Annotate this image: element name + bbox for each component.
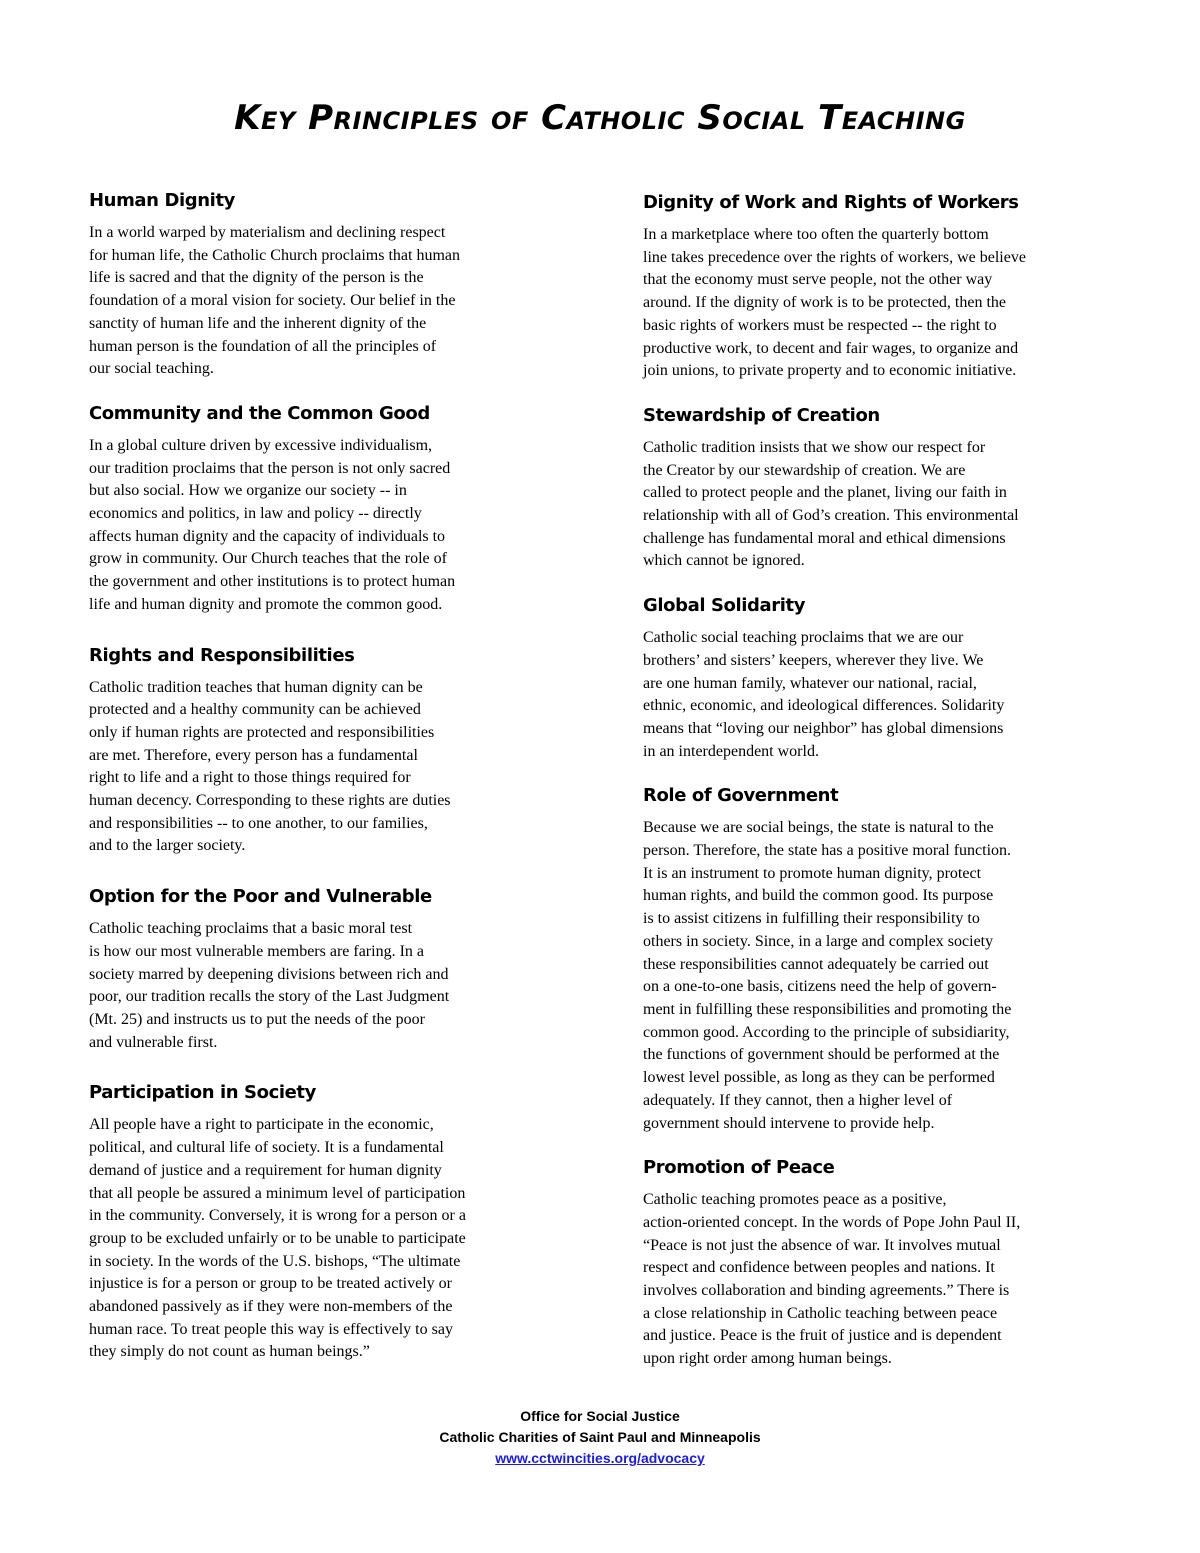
section-role-of-government <box>643 785 1121 1135</box>
section-body: Because we are social beings, the state is natural to the person. Therefore, the state has a positive moral function. It is an instrument to promote human dignity, protect human rights, and build the common good. Its purpose is to assist citizens in fulfilling their responsibility to others in society. Since, in a large and complex society these responsibilities cannot adequately be carried out on a one-to-one basis, citizens need the help of govern- ment in fulfilling these responsibilities and promoting the common good. According to the principle of subsidiarity, the functions of government should be performed at the lowest level possible, as long as they can be performed adequately. If they cannot, then a higher level of government should intervene to provide help. <box>643 819 1012 1132</box>
page-title: Key Principles of Catholic Social Teaching <box>234 98 966 138</box>
section-heading: Promotion of Peace <box>643 1157 835 1179</box>
section-heading: Option for the Poor and Vulnerable <box>89 886 432 908</box>
right-column <box>643 190 1121 1371</box>
section-community-common-good <box>89 403 559 617</box>
section-body: Catholic social teaching proclaims that we are our brothers’ and sisters’ keepers, wherever they live. We are one human family, whatever our national, racial, ethnic, economic, and ideological differences. Solidarity means that “loving our neighbor” has global dimensions in an interdependent world. <box>643 629 1005 760</box>
section-heading: Stewardship of Creation <box>643 404 880 426</box>
footer-organization: Catholic Charities of Saint Paul and Minneapolis <box>439 1429 761 1445</box>
section-dignity-of-work <box>643 192 1121 383</box>
left-column <box>89 190 559 1364</box>
section-human-dignity <box>89 190 559 381</box>
section-global-solidarity <box>643 595 1121 763</box>
section-heading: Role of Government <box>643 785 839 807</box>
section-body: In a world warped by materialism and declining respect for human life, the Catholic Church proclaims that human life is sacred and that the dignity of the person is the foundation of a moral vision for society. Our belief in the sanctity of human life and the inherent dignity of the human person is the foundation of all the principles of our social teaching. <box>89 224 461 378</box>
section-body: Catholic tradition teaches that human dignity can be protected and a healthy community can be achieved only if human rights are protected and responsibilities are met. Therefore, every person has a fundamental right to life and a right to those things required for human decency. Corresponding to these rights are duties and responsibilities -- to one another, to our families, and to the larger society. <box>89 678 451 855</box>
section-body: Catholic tradition insists that we show our respect for the Creator by our stewardship of creation. We are called to protect people and the planet, living our faith in relationship with all of God’s creation. This environmental challenge has fundamental moral and ethical dimensions which cannot be ignored. <box>643 438 1019 570</box>
section-heading: Participation in Society <box>89 1082 316 1104</box>
section-rights-responsibilities <box>89 645 559 859</box>
footer <box>0 1406 1200 1469</box>
section-heading: Dignity of Work and Rights of Workers <box>643 192 1019 213</box>
section-heading: Rights and Responsibilities <box>89 644 355 666</box>
section-participation <box>89 1082 559 1364</box>
advocacy-link[interactable]: www.cctwincities.org/advocacy <box>495 1450 705 1466</box>
section-heading: Community and the Common Good <box>89 402 430 424</box>
section-body: In a marketplace where too often the quarterly bottom line takes precedence over the rights of workers, we believe that the economy must serve people, not the other way around. If the dignity of work is to be protected, then the basic rights of workers must be respected -- the right to productive work, to decent and fair wages, to organize and join unions, to private property and to economic initiative. <box>643 226 1026 380</box>
section-body: Catholic teaching proclaims that a basic moral test is how our most vulnerable members are faring. In a society marred by deepening divisions between rich and poor, our tradition recalls the story of the Last Judgment (Mt. 25) and instructs us to put the needs of the poor and vulnerable first. <box>89 920 450 1051</box>
footer-link-wrapper <box>0 1448 1200 1469</box>
section-promotion-of-peace <box>643 1157 1121 1371</box>
footer-office: Office for Social Justice <box>520 1408 680 1424</box>
section-heading: Human Dignity <box>89 190 235 211</box>
section-stewardship <box>643 405 1121 573</box>
section-body: Catholic teaching promotes peace as a positive, action-oriented concept. In the words of Pope John Paul II, “Peace is not just the absence of war. It involves mutual respect and confidence between peoples and nations. It involves collaboration and binding agreements.” There is a close relationship in Catholic teaching between peace and justice. Peace is the fruit of justice and is dependent upon right order among human beings. <box>643 1191 1021 1368</box>
section-heading: Global Solidarity <box>643 595 806 617</box>
section-body: All people have a right to participate in the economic, political, and cultural life of society. It is a fundamental demand of justice and a requirement for human dignity that all people be assured a minimum level of participation in the community. Conversely, it is wrong for a person or a group to be excluded unfairly or to be unable to participate in society. In the words of the U.S. bishops, “The ultimate injustice is for a person or group to be treated actively or abandoned passively as if they were non-members of the human race. To treat people this way is effectively to say they simply do not count as human beings.” <box>89 1116 466 1361</box>
section-body: In a global culture driven by excessive individualism, our tradition proclaims that the person is not only sacred but also social. How we organize our society -- in economics and politics, in law and policy -- directly affects human dignity and the capacity of individuals to grow in community. Our Church teaches that the role of the government and other institutions is to protect human life and human dignity and promote the common good. <box>89 436 456 613</box>
section-option-for-poor <box>89 886 559 1054</box>
